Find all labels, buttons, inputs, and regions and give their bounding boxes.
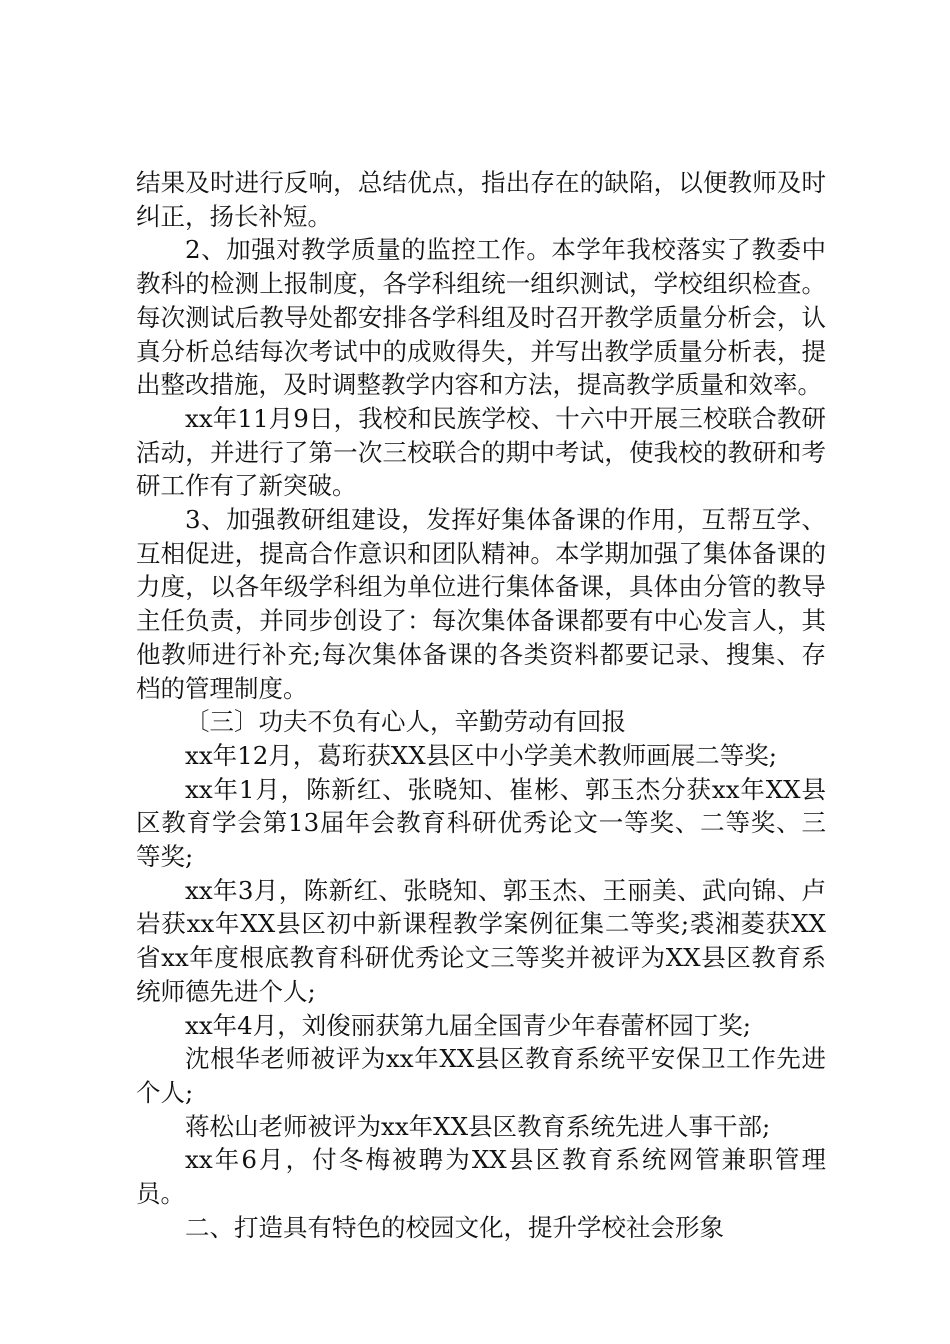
paragraph-research-groups: 3、加强教研组建设，发挥好集体备课的作用，互帮互学、互相促进，提高合作意识和团队精神。本学期加强了集体备课的力度，以各年级学科组为单位进行集体备课，具体由分管的教导主任负责，并同步创设了：每次集体备课都要有中心发言人，其他教师进行补充;每次集体备课的各类资料都要记录、搜集、存档的管理制度。: [136, 505, 826, 703]
paragraph-quality-monitoring: 2、加强对教学质量的监控工作。本学年我校落实了教委中教科的检测上报制度，各学科组统一组织测试，学校组织检查。每次测试后教导处都安排各学科组及时召开教学质量分析会，认真分析总结每次考试中的成败得失，并写出教学质量分析表，提出整改措施，及时调整教学内容和方法，提高教学质量和效率。: [136, 235, 826, 400]
award-item: xx年4月，刘俊丽获第九届全国青少年春蕾杯园丁奖;: [185, 1010, 751, 1040]
award-item: xx年12月，葛珩获XX县区中小学美术教师画展二等奖;: [185, 740, 777, 770]
body-text: [136, 166, 826, 1245]
award-item: xx年6月，付冬梅被聘为XX县区教育系统网管兼职管理员。: [136, 1145, 826, 1209]
paragraph-continuation: 结果及时进行反响，总结优点，指出存在的缺陷，以便教师及时纠正，扬长补短。: [136, 168, 826, 231]
award-item: 沈根华老师被评为xx年XX县区教育系统平安保卫工作先进个人;: [136, 1044, 826, 1107]
section-heading-rewards: 〔三〕功夫不负有心人，辛勤劳动有回报: [185, 707, 626, 737]
award-item: 蒋松山老师被评为xx年XX县区教育系统先进人事干部;: [185, 1111, 771, 1141]
paragraph-joint-research: xx年11月9日，我校和民族学校、十六中开展三校联合教研活动，并进行了第一次三校联合的期中考试，使我校的教研和考研工作有了新突破。: [136, 403, 826, 501]
award-item: xx年3月，陈新红、张晓知、郭玉杰、王丽美、武向锦、卢岩获xx年XX县区初中新课程教学案例征集二等奖;裘湘菱获XX省xx年度根底教育科研优秀论文三等奖并被评为XX县区教育系统师德先进个人;: [136, 875, 826, 1006]
section-heading-campus-culture: 二、打造具有特色的校园文化，提升学校社会形象: [185, 1212, 724, 1242]
award-item: xx年1月，陈新红、张晓知、崔彬、郭玉杰分获xx年XX县区教育学会第13届年会教育科研优秀论文一等奖、二等奖、三等奖;: [136, 774, 826, 872]
